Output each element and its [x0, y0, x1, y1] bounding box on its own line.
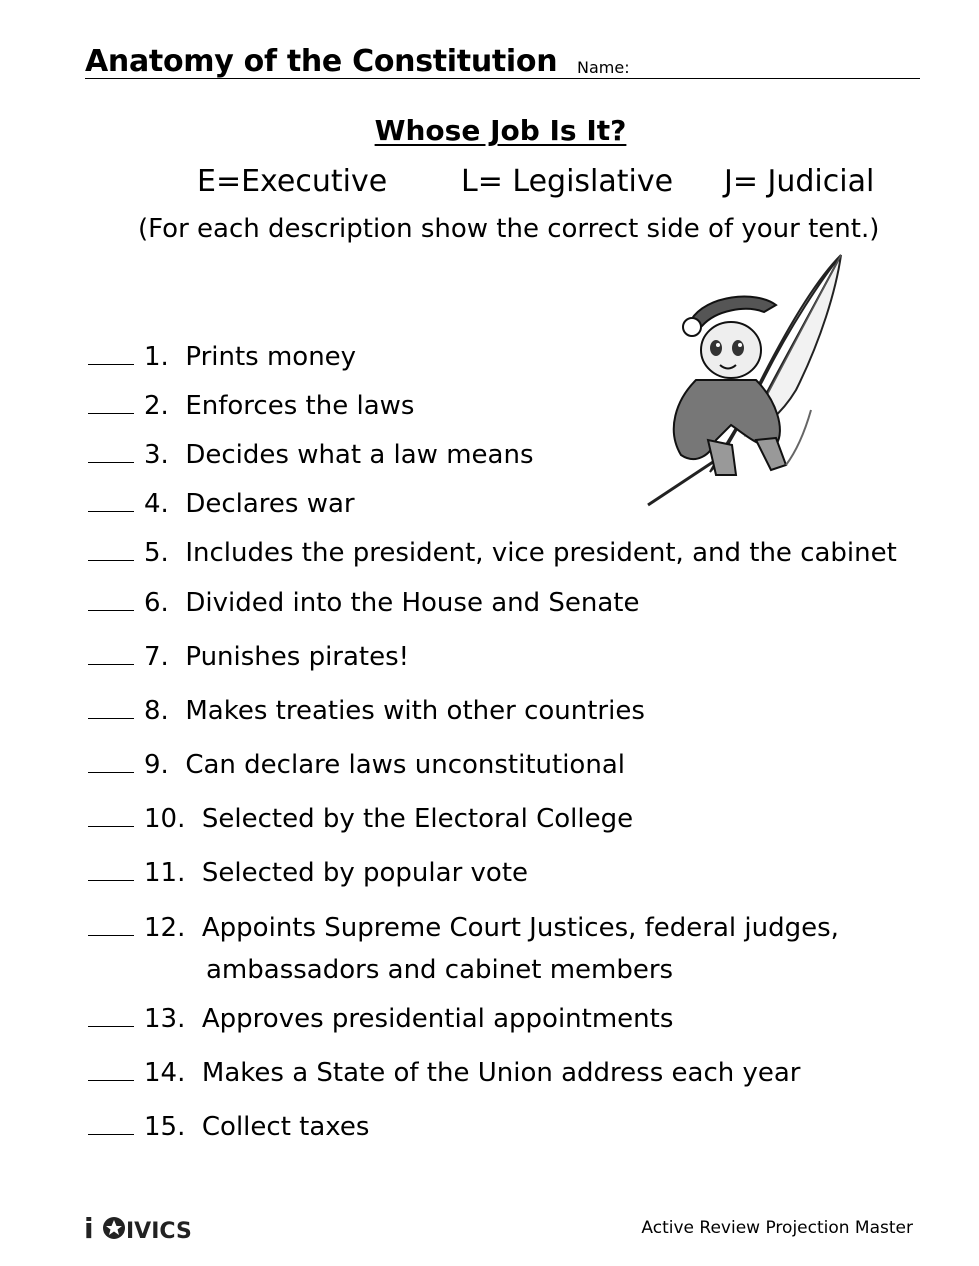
answer-blank[interactable]: [88, 438, 134, 463]
answer-blank[interactable]: [88, 340, 134, 365]
question-8: 8. Makes treaties with other countries: [88, 694, 645, 726]
question-5: 5. Includes the president, vice president, and the cabinet: [88, 536, 897, 568]
question-13: 13. Approves presidential appointments: [88, 1002, 673, 1034]
question-14: 14. Makes a State of the Union address each year: [88, 1056, 801, 1088]
question-1: 1. Prints money: [88, 340, 356, 372]
answer-blank[interactable]: [88, 694, 134, 719]
question-11: 11. Selected by popular vote: [88, 856, 528, 888]
question-15: 15. Collect taxes: [88, 1110, 369, 1142]
answer-blank[interactable]: [88, 536, 134, 561]
answer-blank[interactable]: [88, 487, 134, 512]
subtitle-text: Whose Job Is It?: [374, 114, 627, 147]
legend-judicial: J= Judicial: [724, 164, 875, 199]
quill-mascot-illustration: [636, 250, 856, 510]
instructions: (For each description show the correct side of your tent.): [138, 214, 880, 244]
question-6: 6. Divided into the House and Senate: [88, 586, 640, 618]
answer-blank[interactable]: [88, 640, 134, 665]
footer-label: Active Review Projection Master: [641, 1218, 913, 1238]
question-12: 12. Appoints Supreme Court Justices, federal judges,: [88, 911, 839, 943]
page-header: [85, 40, 920, 79]
worksheet-subtitle: [0, 114, 979, 147]
answer-blank[interactable]: [88, 911, 134, 936]
answer-blank[interactable]: [88, 748, 134, 773]
question-12-continued: ambassadors and cabinet members: [206, 955, 674, 985]
svg-text:IVICS: IVICS: [126, 1219, 192, 1242]
question-7: 7. Punishes pirates!: [88, 640, 409, 672]
svg-text:i: i: [84, 1212, 94, 1242]
answer-blank[interactable]: [88, 586, 134, 611]
answer-blank[interactable]: [88, 802, 134, 827]
icivics-logo: [84, 1212, 200, 1242]
answer-blank[interactable]: [88, 856, 134, 881]
question-10: 10. Selected by the Electoral College: [88, 802, 633, 834]
answer-blank[interactable]: [88, 1110, 134, 1135]
question-3: 3. Decides what a law means: [88, 438, 534, 470]
legend-legislative: L= Legislative: [461, 164, 674, 199]
answer-blank[interactable]: [88, 389, 134, 414]
document-title: Anatomy of the Constitution: [85, 44, 558, 79]
legend-executive: E=Executive: [197, 164, 388, 199]
question-9: 9. Can declare laws unconstitutional: [88, 748, 625, 780]
question-2: 2. Enforces the laws: [88, 389, 414, 421]
name-field-label: Name:: [577, 58, 630, 77]
answer-blank[interactable]: [88, 1056, 134, 1081]
answer-blank[interactable]: [88, 1002, 134, 1027]
question-4: 4. Declares war: [88, 487, 355, 519]
